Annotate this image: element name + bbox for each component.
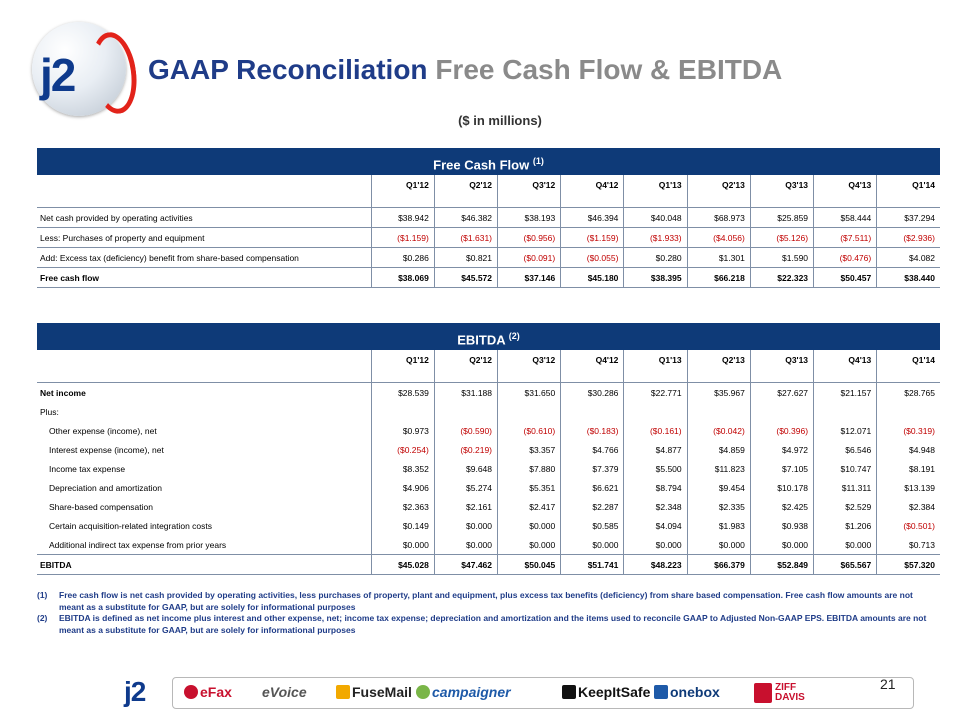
footnote-2-text: EBITDA is defined as net income plus interest and other expense, net; income tax expense; depreciation and amortization and the items used to reconcile GAAP to Adjusted Non-GAAP EPS. EBITDA amounts are not meant as a substitute for GAAP, but are solely for informational purposes — [59, 613, 927, 635]
value-cell: $8.352 — [371, 459, 434, 478]
value-cell: $2.287 — [561, 497, 624, 516]
fcf-table — [37, 175, 940, 288]
value-cell: $0.149 — [371, 516, 434, 535]
value-cell: $0.000 — [687, 535, 750, 555]
footnotes — [37, 590, 927, 636]
period-label: Q1'12 — [371, 350, 434, 370]
efax-icon — [184, 685, 198, 699]
value-cell: $45.028 — [371, 555, 434, 575]
footnote-1 — [37, 590, 927, 613]
value-cell: $6.621 — [561, 478, 624, 497]
value-cell — [750, 402, 813, 421]
row-label: EBITDA — [37, 555, 371, 575]
period-label: Q2'13 — [687, 350, 750, 370]
value-cell: ($7.511) — [814, 228, 877, 248]
keepitsafe-icon — [562, 685, 576, 699]
value-cell: ($5.126) — [750, 228, 813, 248]
efax-logo — [184, 684, 232, 700]
ziffdavis-logo — [754, 682, 805, 703]
footnote-2-num: (2) — [37, 613, 48, 623]
ebitda-period-header — [37, 350, 940, 370]
value-cell: $10.178 — [750, 478, 813, 497]
onebox-text: onebox — [670, 684, 720, 700]
spacer-cell — [624, 370, 687, 383]
value-cell: ($0.219) — [434, 440, 497, 459]
value-cell: $45.572 — [434, 268, 497, 288]
ebitda-note-ref: (2) — [508, 331, 520, 341]
value-cell: $52.849 — [750, 555, 813, 575]
value-cell: $4.859 — [687, 440, 750, 459]
spacer-cell — [814, 195, 877, 208]
value-cell: $0.286 — [371, 248, 434, 268]
ebitda-spacer — [37, 370, 940, 383]
spacer-cell — [687, 195, 750, 208]
campaigner-logo — [416, 684, 511, 700]
table-row — [37, 478, 940, 497]
row-label: Less: Purchases of property and equipment — [37, 228, 371, 248]
value-cell: $2.363 — [371, 497, 434, 516]
period-label: Q1'12 — [371, 175, 434, 195]
value-cell: $58.444 — [814, 208, 877, 228]
period-label: Q2'13 — [687, 175, 750, 195]
value-cell: $0.585 — [561, 516, 624, 535]
value-cell: $13.139 — [904, 482, 935, 493]
row-label: Depreciation and amortization — [37, 478, 371, 497]
brand-footer — [124, 672, 932, 712]
row-label: Certain acquisition-related integration costs — [37, 516, 371, 535]
value-cell: $38.193 — [498, 208, 561, 228]
spacer-cell — [37, 370, 371, 383]
value-cell: $4.877 — [624, 440, 687, 459]
value-cell: $38.440 — [877, 268, 940, 288]
period-label: Q1'13 — [624, 350, 687, 370]
value-cell: $8.794 — [624, 478, 687, 497]
spacer-cell — [814, 370, 877, 383]
value-cell — [624, 402, 687, 421]
fusemail-text: FuseMail — [352, 684, 412, 700]
value-cell: $48.223 — [624, 555, 687, 575]
value-cell: $0.713 — [909, 539, 935, 550]
value-cell: $0.000 — [750, 535, 813, 555]
fusemail-icon — [336, 685, 350, 699]
value-cell: $2.417 — [498, 497, 561, 516]
value-cell: $21.157 — [814, 383, 877, 403]
value-cell: $30.286 — [561, 383, 624, 403]
value-cell: $51.741 — [561, 555, 624, 575]
value-cell: $2.425 — [750, 497, 813, 516]
value-cell: $1.206 — [814, 516, 877, 535]
value-cell: $6.546 — [814, 440, 877, 459]
ebitda-header-blank — [37, 350, 371, 370]
value-cell: $7.105 — [750, 459, 813, 478]
value-cell: $2.161 — [434, 497, 497, 516]
period-label: Q2'12 — [434, 175, 497, 195]
value-cell: $22.323 — [750, 268, 813, 288]
period-label: Q3'12 — [498, 175, 561, 195]
value-cell: $5.500 — [624, 459, 687, 478]
spacer-cell — [37, 195, 371, 208]
value-cell: $10.747 — [814, 459, 877, 478]
value-cell: ($1.159) — [371, 228, 434, 248]
row-label: Free cash flow — [37, 268, 371, 288]
value-cell: ($1.159) — [561, 228, 624, 248]
period-label: Q4'13 — [814, 350, 877, 370]
value-cell: $0.000 — [498, 535, 561, 555]
plus-row — [37, 402, 940, 421]
value-cell: $57.320 — [877, 555, 940, 575]
value-cell: ($0.161) — [624, 421, 687, 440]
keepitsafe-logo — [562, 684, 650, 700]
spacer-cell — [371, 195, 434, 208]
footnote-1-num: (1) — [37, 590, 48, 600]
spacer-cell — [750, 370, 813, 383]
spacer-cell — [877, 370, 940, 383]
ebitda-section — [37, 323, 940, 575]
table-row — [37, 268, 940, 288]
row-label: Additional indirect tax expense from prior years — [37, 535, 371, 555]
value-cell: $38.069 — [371, 268, 434, 288]
efax-text: eFax — [200, 684, 232, 700]
value-cell: $2.335 — [687, 497, 750, 516]
ziff-text: ZIFF — [775, 682, 797, 693]
table-row — [37, 459, 940, 478]
value-cell — [434, 402, 497, 421]
fcf-note-ref: (1) — [532, 156, 544, 166]
value-cell: $50.457 — [814, 268, 877, 288]
value-cell: $37.146 — [498, 268, 561, 288]
value-cell: $66.218 — [687, 268, 750, 288]
spacer-cell — [561, 195, 624, 208]
period-label: Q2'12 — [434, 350, 497, 370]
table-row — [37, 555, 940, 575]
value-cell: $4.906 — [371, 478, 434, 497]
value-cell: $7.880 — [498, 459, 561, 478]
fcf-header-blank — [37, 175, 371, 195]
value-cell — [498, 402, 561, 421]
value-cell: $2.348 — [624, 497, 687, 516]
period-label: Q1'14 — [912, 355, 935, 365]
period-label: Q1'13 — [624, 175, 687, 195]
row-label: Net cash provided by operating activities — [37, 208, 371, 228]
value-cell: ($1.631) — [434, 228, 497, 248]
evoice-text: eVoice — [262, 684, 307, 700]
value-cell: ($0.055) — [561, 248, 624, 268]
value-cell: $46.382 — [434, 208, 497, 228]
value-cell: $11.311 — [814, 478, 877, 497]
spacer-cell — [371, 370, 434, 383]
value-cell: $8.191 — [909, 463, 935, 474]
value-cell: $1.301 — [687, 248, 750, 268]
value-cell: ($0.042) — [687, 421, 750, 440]
ebitda-header-bar — [37, 323, 940, 350]
value-cell: $0.280 — [624, 248, 687, 268]
ebitda-table — [37, 350, 940, 575]
value-cell: $35.967 — [687, 383, 750, 403]
logo-text: j2 — [40, 49, 75, 101]
value-cell: ($0.610) — [498, 421, 561, 440]
period-label: Q3'13 — [750, 175, 813, 195]
fcf-title: Free Cash Flow — [433, 157, 530, 173]
spacer-cell — [750, 195, 813, 208]
footer-j2-logo: j2 — [124, 676, 146, 707]
row-label: Net income — [37, 383, 371, 403]
value-cell: $50.045 — [498, 555, 561, 575]
value-cell: ($0.396) — [750, 421, 813, 440]
value-cell: $0.000 — [371, 535, 434, 555]
value-cell: $5.351 — [498, 478, 561, 497]
value-cell: $0.000 — [498, 516, 561, 535]
plus-label: Plus: — [37, 402, 371, 421]
table-row — [37, 516, 940, 535]
value-cell: $31.188 — [434, 383, 497, 403]
value-cell: $27.627 — [750, 383, 813, 403]
value-cell: $38.942 — [371, 208, 434, 228]
row-label: Other expense (income), net — [37, 421, 371, 440]
value-cell: $0.000 — [434, 535, 497, 555]
value-cell: $12.071 — [814, 421, 877, 440]
period-label: Q4'12 — [561, 350, 624, 370]
spacer-cell — [877, 195, 940, 208]
value-cell: $4.082 — [877, 248, 940, 268]
value-cell: $4.094 — [624, 516, 687, 535]
value-cell: $9.648 — [434, 459, 497, 478]
row-label: Share-based compensation — [37, 497, 371, 516]
value-cell: ($0.254) — [371, 440, 434, 459]
value-cell: $2.384 — [909, 501, 935, 512]
fusemail-logo — [336, 684, 412, 700]
value-cell: ($0.501) — [903, 520, 935, 531]
title-part1: GAAP Reconciliation — [148, 54, 428, 85]
value-cell: ($0.091) — [498, 248, 561, 268]
onebox-logo — [654, 684, 720, 700]
subtitle: ($ in millions) — [458, 113, 542, 128]
table-row — [37, 228, 940, 248]
value-cell: $11.823 — [687, 459, 750, 478]
value-cell: ($0.956) — [498, 228, 561, 248]
value-cell: $65.567 — [814, 555, 877, 575]
keepitsafe-text: KeepItSafe — [578, 684, 651, 700]
value-cell: $4.972 — [750, 440, 813, 459]
j2-logo — [30, 18, 134, 122]
evoice-logo — [262, 684, 307, 700]
table-row — [37, 421, 940, 440]
value-cell: $22.771 — [624, 383, 687, 403]
value-cell: ($1.933) — [624, 228, 687, 248]
value-cell: ($2.936) — [877, 228, 940, 248]
value-cell: $4.948 — [909, 444, 935, 455]
page-number: 21 — [880, 676, 896, 692]
spacer-cell — [687, 370, 750, 383]
page-title — [148, 54, 782, 86]
value-cell: ($4.056) — [687, 228, 750, 248]
table-row — [37, 383, 940, 403]
spacer-cell — [434, 195, 497, 208]
ebitda-title: EBITDA — [457, 332, 506, 348]
fcf-period-header — [37, 175, 940, 195]
value-cell: $68.973 — [687, 208, 750, 228]
period-label: Q1'14 — [912, 180, 935, 190]
value-cell: $31.650 — [498, 383, 561, 403]
row-label: Add: Excess tax (deficiency) benefit from share-based compensation — [37, 248, 371, 268]
value-cell: $5.274 — [434, 478, 497, 497]
title-part2: Free Cash Flow & EBITDA — [435, 54, 783, 85]
value-cell: $28.765 — [877, 383, 940, 403]
value-cell: $38.395 — [624, 268, 687, 288]
value-cell: $47.462 — [434, 555, 497, 575]
value-cell — [877, 402, 940, 421]
period-label: Q3'12 — [498, 350, 561, 370]
row-label: Interest expense (income), net — [37, 440, 371, 459]
value-cell: $1.590 — [750, 248, 813, 268]
campaigner-text: campaigner — [432, 684, 511, 700]
row-label: Income tax expense — [37, 459, 371, 478]
value-cell: $40.048 — [624, 208, 687, 228]
period-label: Q4'12 — [561, 175, 624, 195]
value-cell: $1.983 — [687, 516, 750, 535]
value-cell: ($0.590) — [434, 421, 497, 440]
campaigner-icon — [416, 685, 430, 699]
value-cell — [814, 402, 877, 421]
value-cell: $46.394 — [561, 208, 624, 228]
table-row — [37, 248, 940, 268]
spacer-cell — [561, 370, 624, 383]
value-cell: $9.454 — [687, 478, 750, 497]
value-cell: ($0.476) — [814, 248, 877, 268]
davis-text: DAVIS — [775, 692, 805, 703]
value-cell: $0.000 — [624, 535, 687, 555]
table-row — [37, 535, 940, 555]
value-cell: $0.938 — [750, 516, 813, 535]
value-cell: $3.357 — [498, 440, 561, 459]
period-label: Q3'13 — [750, 350, 813, 370]
value-cell: ($0.319) — [903, 425, 935, 436]
value-cell: $25.859 — [750, 208, 813, 228]
table-row — [37, 440, 940, 459]
fcf-spacer — [37, 195, 940, 208]
period-label: Q4'13 — [814, 175, 877, 195]
table-row — [37, 208, 940, 228]
spacer-cell — [434, 370, 497, 383]
value-cell: ($0.183) — [561, 421, 624, 440]
onebox-icon — [654, 685, 668, 699]
value-cell: $28.539 — [371, 383, 434, 403]
value-cell: $0.821 — [434, 248, 497, 268]
value-cell: $45.180 — [561, 268, 624, 288]
footnote-1-text: Free cash flow is net cash provided by operating activities, less purchases of property, plant and equipment, plus excess tax benefits (deficiency) from share based compensation. Free cash flow amounts are not meant as a substitute for GAAP, but are solely for informational purposes — [59, 590, 913, 612]
ziffdavis-icon — [754, 683, 772, 703]
spacer-cell — [498, 195, 561, 208]
value-cell: $0.000 — [434, 516, 497, 535]
value-cell: $0.000 — [814, 535, 877, 555]
value-cell: $7.379 — [561, 459, 624, 478]
value-cell — [371, 402, 434, 421]
value-cell: $37.294 — [877, 208, 940, 228]
fcf-header-bar — [37, 148, 940, 175]
value-cell — [687, 402, 750, 421]
footnote-2 — [37, 613, 927, 636]
value-cell: $4.766 — [561, 440, 624, 459]
value-cell — [561, 402, 624, 421]
spacer-cell — [498, 370, 561, 383]
value-cell: $0.000 — [561, 535, 624, 555]
spacer-cell — [624, 195, 687, 208]
value-cell: $66.379 — [687, 555, 750, 575]
value-cell: $2.529 — [814, 497, 877, 516]
table-row — [37, 497, 940, 516]
fcf-section — [37, 148, 940, 288]
value-cell: $0.973 — [371, 421, 434, 440]
